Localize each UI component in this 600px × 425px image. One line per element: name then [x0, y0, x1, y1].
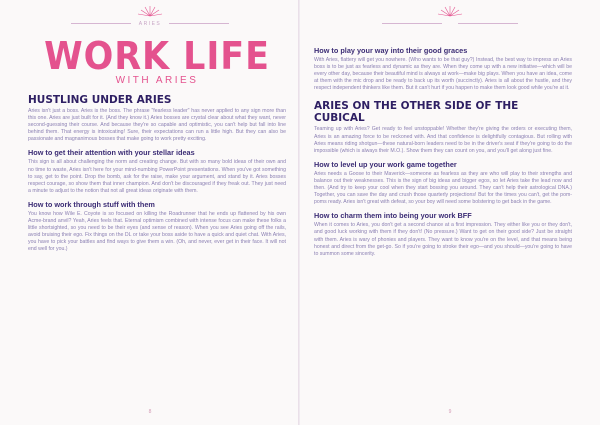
body-paragraph: You know how Wile E. Coyote is so focused on killing the Roadrunner that he ends up flattened by his own Acme-brand anvil? Yeah, Aries feels that. Eternal optimism combined with intense focus can make these folks a little shortsighted, so you need to be their eyes (and sense of reason). When you see Aries going off the rails, avoid bruising their ego. Fix things on the DL or take your boss aside to have a quick and quiet chat. With Aries, you have to pick your battles and find ways to give them a win. (Oh, and never, ever get in their face. It will not end well for you.) — [28, 210, 286, 253]
page-number: 9 — [448, 409, 452, 415]
body-paragraph: With Aries, flattery will get you nowhere. (Who wants to be that guy?) Instead, the best way to impress an Aries boss is to be just as fearless and dynamic as they are. When they come up with a new initiative—which will be every other day, because their beautiful mind is always at work—make big plays. When you have an idea, come at them with the mic drop and be ready to back up its worth (succinctly). Aries is all about the hustle, and they respect independent thinkers like them. But it can't hurt if you happen to make them look good while you're at it. — [314, 57, 572, 92]
body-paragraph: Aries needs a Goose to their Maverick—someone as fearless as they are who will play to their strengths and balance out their weaknesses. This is the sign of big ideas and bigger egos, so let Aries take the lead now and then. (And try to keep your cool when they start bossing you around. They can't help their astrological DNA.) Together, you can save the day and crush those quarterly projections! But for the times you can't, get the pom-poms ready. Aries isn't great with defeat, so your boy will need some bolstering to get back in the game. — [314, 170, 572, 206]
body-paragraph: Aries isn't just a boss. Aries is the boss. The phrase "fearless leader" has never applied to any sign more than this one. Aries are just built for it. (And they know it.) Aries bosses are crystal clear about what they want, never second-guessing their course. And because they're so capable and optimistic, you can't help but fall into line behind them. That energy is intoxicating! Sure, their expectations can run a little high. But they can also be passionate and magnanimous bosses that make going to work pretty exciting. — [28, 108, 286, 143]
sunburst-icon — [137, 5, 163, 17]
sunburst-icon — [437, 5, 463, 17]
subsection-heading: How to get their attention with your stellar ideas — [28, 148, 195, 158]
section-heading: ARIES ON THE OTHER SIDE OF THE CUBICAL — [314, 100, 519, 125]
page-number: 8 — [148, 409, 152, 415]
body-paragraph: This sign is all about challenging the norm and creating change. But with so many bold ideas of their own and no time to waste, Aries isn't here for your mind-numbing PowerPoint presentations. When you've got something to say, get to the point. Drop the bomb, ask for the raise, make your argument, and stand by it. Aries bosses respect courage, so show them that inner champion. And don't be discouraged if they freak out. They just need a minute to adjust to the notion that not all great ideas originate with them. — [28, 159, 286, 194]
subsection-heading: How to play your way into their good graces — [314, 46, 468, 55]
chapter-title: WORK LIFE — [44, 34, 270, 78]
subsection-heading: How to level up your work game together — [314, 159, 457, 169]
subsection-heading: How to work through stuff with them — [28, 199, 155, 209]
chapter-subtitle: WITH ARIES — [115, 75, 199, 86]
body-paragraph: When it comes to Aries, you don't get a second chance at a first impression. They either like you or they don't, and good luck working with them if they don't! (No pressure.) Want to get on their good side? Just be straight with them. Aries is wary of phonies and players. They want to know you're on the level, and that means being honest and direct from the get-go. So if you're going to stroke their ego—and you should—you're going to have to summon some sincerity. — [314, 222, 572, 257]
section-heading: HUSTLING UNDER ARIES — [28, 94, 172, 106]
right-body — [314, 0, 572, 258]
body-paragraph: Teaming up with Aries? Get ready to feel unstoppable! Whether they're giving the orders or executing them, Aries is an amazing force to be reckoned with. And that confidence is delightfully contagious. But rolling with Aries means riding shotgun—these natural-born leaders need to be in the driver's seat if they're going to do the impossible (which is always their M.O.). Show them they can count on you, and you'll get along just fine. — [314, 126, 572, 154]
right-page — [300, 0, 600, 425]
subsection-heading: How to charm them into being your work BFF — [314, 211, 472, 221]
running-head-rule — [300, 21, 600, 27]
running-head: ARIES — [0, 21, 300, 27]
